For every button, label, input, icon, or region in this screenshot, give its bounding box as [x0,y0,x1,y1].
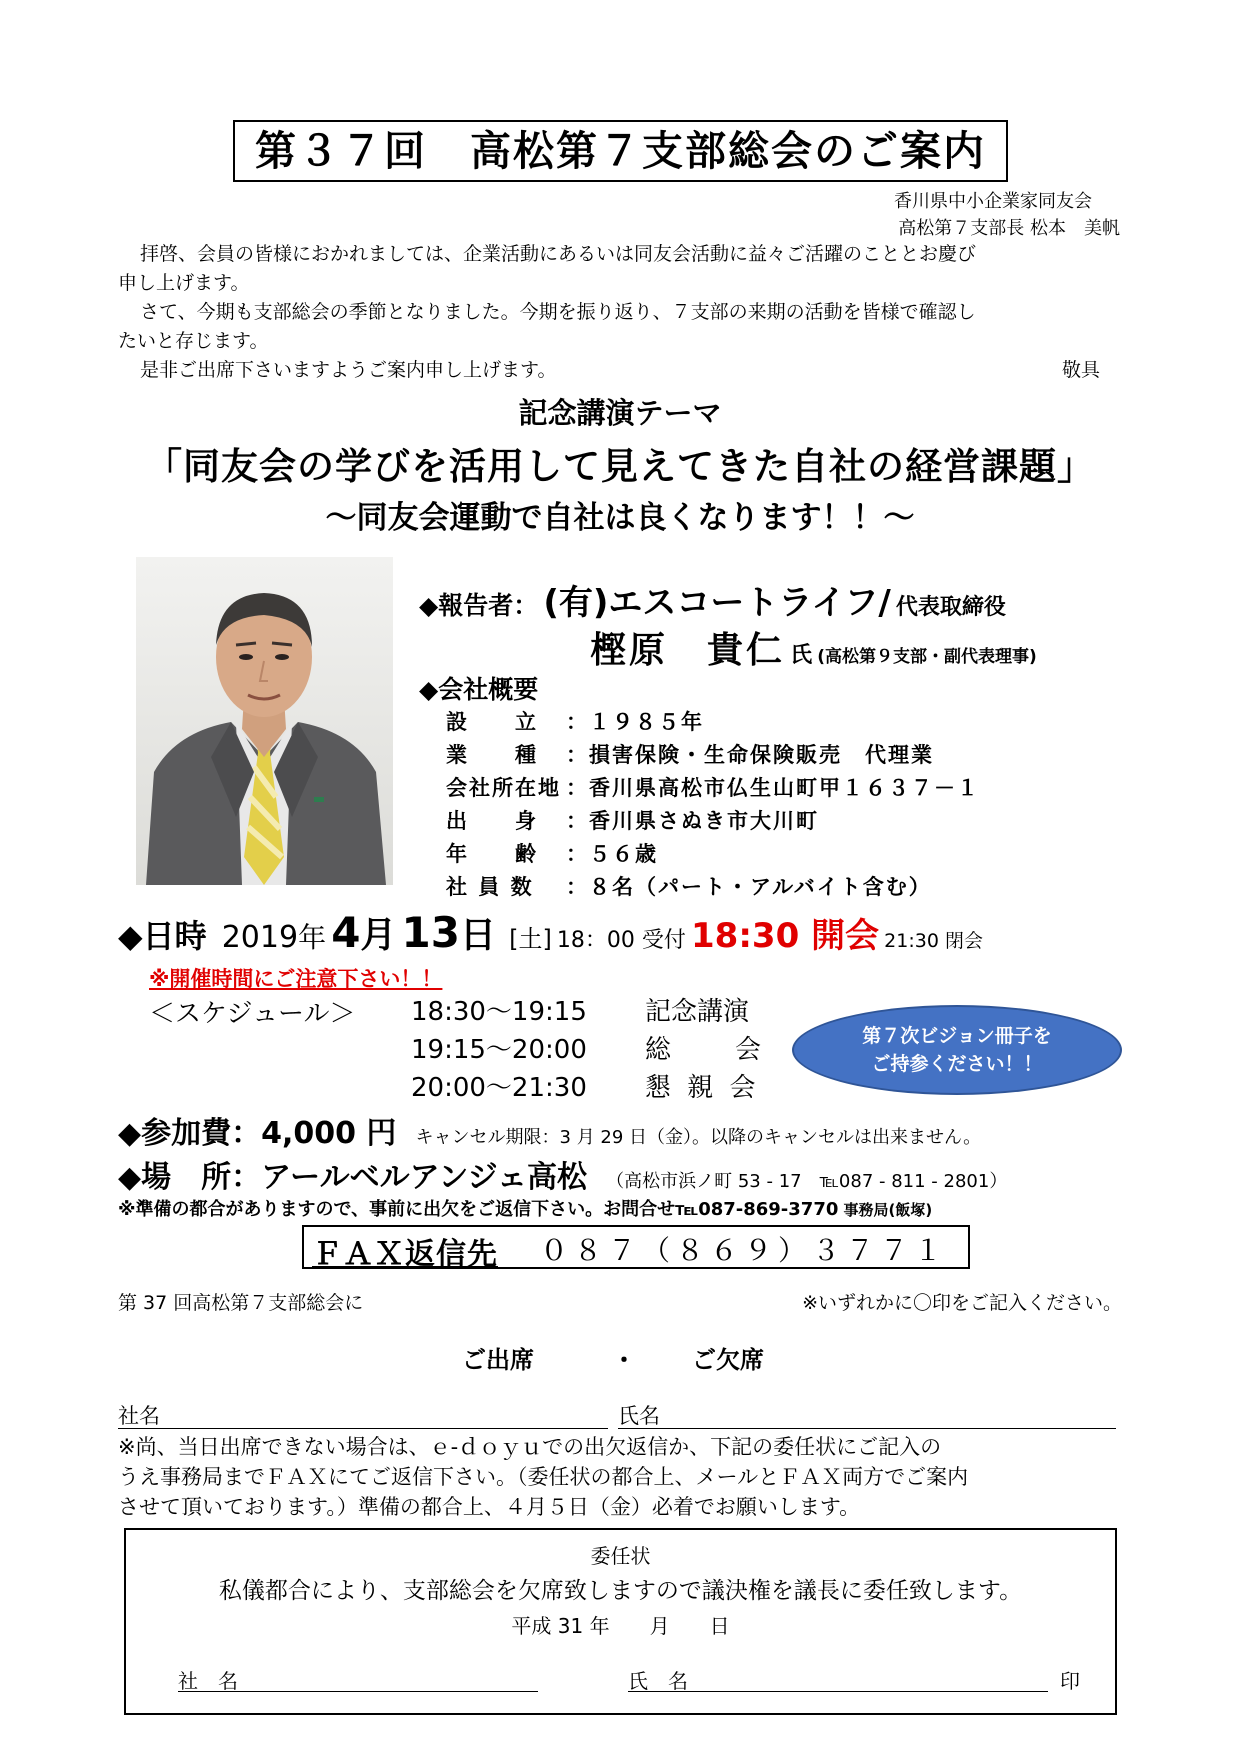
seal-mark: 印 [1060,1669,1080,1693]
detail-row: 出 身 ：香川県さぬき市大川町 [446,809,819,833]
fee-line [118,1108,981,1152]
greeting-line: 申し上げます。 [118,272,250,294]
theme-title: 「同友会の学びを活用して見えてきた自社の経営課題」 [145,445,1095,488]
absent-option: ご欠席 [692,1346,764,1374]
name-field-label: 氏名 [618,1404,660,1428]
sender-name: 高松第７支部長 松本 美帆 [898,218,1120,239]
schedule-list [411,993,765,1107]
speaker-photo [136,557,393,885]
end-time: 21:30 閉会 [884,930,983,952]
start-time: 18:30 開会 [691,916,880,956]
company-details [446,706,980,904]
overview-label: ◆会社概要 [419,675,539,704]
contact-note: ※準備の都合がありますので、事前に出欠をご返信下さい。お問合せ℡087-869-3770 [118,1199,839,1220]
proxy-statement: 私儀都合により、支部総会を欠席致しますので議決権を議長に委任致します。 [218,1578,1023,1604]
speaker-name: 樫原 貴仁 [590,630,786,671]
schedule-item: 20:00～21:30 懇 親 会 [411,1073,760,1103]
bring-booklet-callout: 第７次ビジョン冊子を ご持参ください！！ [792,1005,1122,1095]
speaker-name-line [590,622,1037,673]
organization-name: 香川県中小企業家同友会 [894,191,1092,212]
absence-note: ※尚、当日出席できない場合は、ｅ‐ｄｏｙｕでの出欠返信か、下記の委任状にご記入の うえ事務局までＦＡＸにてご返信下さい。（委任状の都合上、メールとＦＡＸ両方でご案内 させて頂いております。）準備の都合上、４月５日（金）必着でお願いします。 [118,1435,969,1519]
proxy-name-label: 氏 名 [628,1669,688,1693]
proxy-company-label: 社 名 [178,1669,238,1693]
company-name: (有)エスコートライフ/ [543,583,891,623]
proxy-title: 委任状 [590,1544,651,1568]
schedule-label: ＜スケジュール＞ [149,999,356,1029]
page-title: 第３７回 高松第７支部総会のご案内 [233,120,1008,182]
option-separator: ・ [612,1346,636,1374]
proxy-form [124,1528,1117,1715]
reporter-label: ◆報告者： [419,591,539,620]
proxy-company-field[interactable] [178,1665,538,1692]
day-unit: 日 [459,915,496,956]
theme-label: 記念講演テーマ [518,396,722,430]
schedule-item: 18:30～19:15 記念講演 [411,997,750,1027]
greeting-line: さて、今期も支部総会の季節となりました。今期を振り返り、７支部の来期の活動を皆様で確認し [140,301,976,323]
detail-row: 社 員 数 ：８名（パート・アルバイト含む） [446,875,932,899]
detail-row: 業 種 ：損害保険・生命保険販売 代理業 [446,743,934,767]
company-name-field[interactable] [118,1400,608,1429]
attend-option: ご出席 [462,1346,534,1374]
fax-number: ０８７（８６９）３７７１ [540,1234,949,1267]
venue-line [118,1152,1007,1196]
schedule-item: 19:15～20:00 総 会 [411,1035,766,1065]
cancel-policy: キャンセル期限：3 月 29 日（金）。以降のキャンセルは出来ません。 [415,1127,982,1148]
reply-instruction: ※いずれかに〇印をご記入ください。 [802,1292,1122,1314]
datetime-label: ◆日時 [118,917,207,955]
datetime-line [118,907,983,958]
speaker-honorific: 氏 [790,643,813,668]
speaker-affiliation: (高松第９支部・副代表理事) [817,647,1037,667]
reply-intro: 第 37 回高松第７支部総会に [118,1292,364,1314]
detail-row: 設 立 ：１９８５年 [446,710,704,734]
venue-address: （高松市浜ノ町 53 - 17 ℡087 - 811 - 2801） [606,1171,1008,1192]
greeting-line: 是非ご出席下さいますようご案内申し上げます。 [140,359,557,381]
venue-label: ◆場 所：アールベルアンジェ高松 [118,1160,588,1195]
office-name: 事務局(飯塚) [843,1201,933,1219]
greeting-paragraph [118,240,1118,385]
speaker-role: 代表取締役 [895,595,1006,620]
weekday: [土] [509,925,552,953]
proxy-name-field[interactable] [628,1665,1048,1692]
month: 4 [331,908,361,957]
month-unit: 月 [360,915,397,956]
greeting-line-last [118,356,1118,385]
detail-row: 年 齢 ：５６歳 [446,842,658,866]
greeting-line: たいと存じます。 [118,330,269,352]
greeting-line: 拝啓、会員の皆様におかれましては、企業活動にあるいは同友会活動に益々ご活躍のこととお慶び [140,243,977,265]
detail-row: 会社所在地 ：香川県高松市仏生山町甲１６３７－１ [446,776,980,800]
theme-subtitle: ～同友会運動で自社は良くなります！！～ [325,500,915,536]
attendee-name-field[interactable] [618,1400,1116,1429]
company-field-label: 社名 [118,1404,160,1428]
fee-label: ◆参加費：4,000 円 [118,1116,397,1151]
time-notice: ※開催時間にご注意下さい！！ [149,967,443,991]
year-unit: 年 [298,921,327,954]
proxy-date: 平成 31 年 月 日 [511,1614,730,1638]
fax-label: ＦＡＸ返信先 [312,1237,498,1272]
closing-word: 敬具 [1061,359,1100,381]
year: 2019 [221,920,299,955]
contact-line [118,1195,932,1221]
day: 13 [401,908,460,957]
fax-box [302,1225,970,1272]
reception-time: 18：00 受付 [556,928,686,953]
speaker-line [419,575,1006,624]
